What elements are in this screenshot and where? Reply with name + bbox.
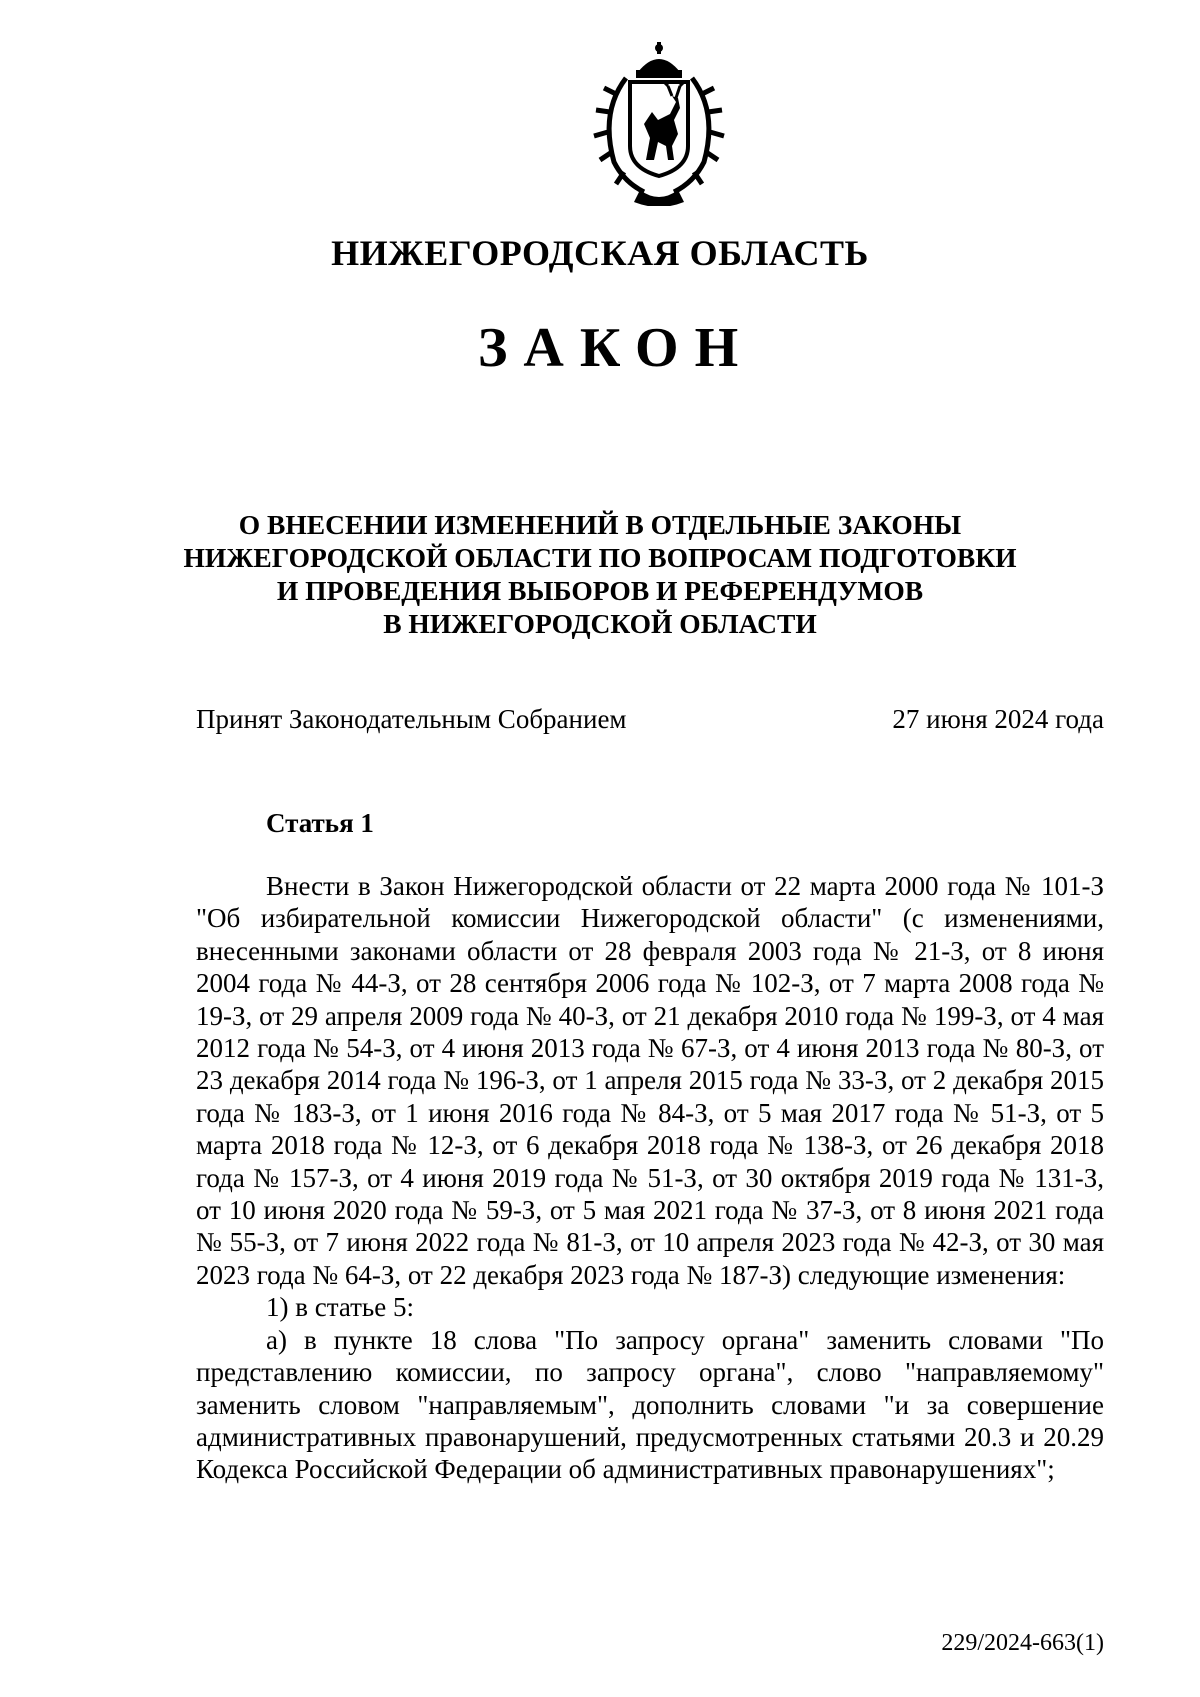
article-subitem: а) в пункте 18 слова "По запросу органа" заменить словами "По представлению комиссии, по запросу органа", слово "направляемому" заменить словом "направляемым", дополнить словами "и за совершение административных правонарушений, предусмотренных статьями 20.3 и 20.29 Кодекса Российской Федерации об административных правонарушениях"; <box>196 1324 1104 1485</box>
law-title-line: И ПРОВЕДЕНИЯ ВЫБОРОВ И РЕФЕРЕНДУМОВ <box>276 575 924 606</box>
law-title-line: В НИЖЕГОРОДСКОЙ ОБЛАСТИ <box>383 608 817 639</box>
article-heading: Статья 1 <box>266 808 374 838</box>
adoption-date: 27 июня 2024 года <box>892 704 1104 734</box>
article-item: 1) в статье 5: <box>266 1292 414 1323</box>
article-paragraph: Внести в Закон Нижегородской области от 22 марта 2000 года № 101-З "Об избирательной комиссии Нижегородской области" (с изменениями, внесенными законами области от 28 февраля 2003 года № 21-З, от 8 июня 2004 года № 44-З, от 28 сентября 2006 года № 102-З, от 7 марта 2008 года № 19-З, от 29 апреля 2009 года № 40-З, от 21 декабря 2010 года № 199-З, от 4 мая 2012 года № 54-З, от 4 июня 2013 года № 67-З, от 4 июня 2013 года № 80-З, от 23 декабря 2014 года № 196-З, от 1 апреля 2015 года № 33-З, от 2 декабря 2015 года № 183-З, от 1 июня 2016 года № 84-З, от 5 мая 2017 года № 51-З, от 5 марта 2018 года № 12-З, от 6 декабря 2018 года № 138-З, от 26 декабря 2018 года № 157-З, от 4 июня 2019 года № 51-З, от 30 октября 2019 года № 131-З, от 10 июня 2020 года № 59-З, от 5 мая 2021 года № 37-З, от 8 июня 2021 года № 55-З, от 7 июня 2022 года № 81-З, от 10 апреля 2023 года № 42-З, от 30 мая 2023 года № 64-З, от 22 декабря 2023 года № 187-З) следующие изменения: <box>196 871 1104 1290</box>
article-body <box>196 870 1104 1486</box>
registration-number: 229/2024-663(1) <box>941 1630 1104 1656</box>
adopted-by: Принят Законодательным Собранием <box>196 704 627 734</box>
law-title <box>0 508 1200 640</box>
law-title-line: О ВНЕСЕНИИ ИЗМЕНЕНИЙ В ОТДЕЛЬНЫЕ ЗАКОНЫ <box>238 509 962 540</box>
document-type: ЗАКОН <box>477 317 755 379</box>
region-name: НИЖЕГОРОДСКАЯ ОБЛАСТЬ <box>331 233 869 273</box>
law-title-line: НИЖЕГОРОДСКОЙ ОБЛАСТИ ПО ВОПРОСАМ ПОДГОТОВКИ <box>183 542 1017 573</box>
coat-of-arms-icon <box>580 42 738 206</box>
adoption-line <box>196 704 1104 735</box>
